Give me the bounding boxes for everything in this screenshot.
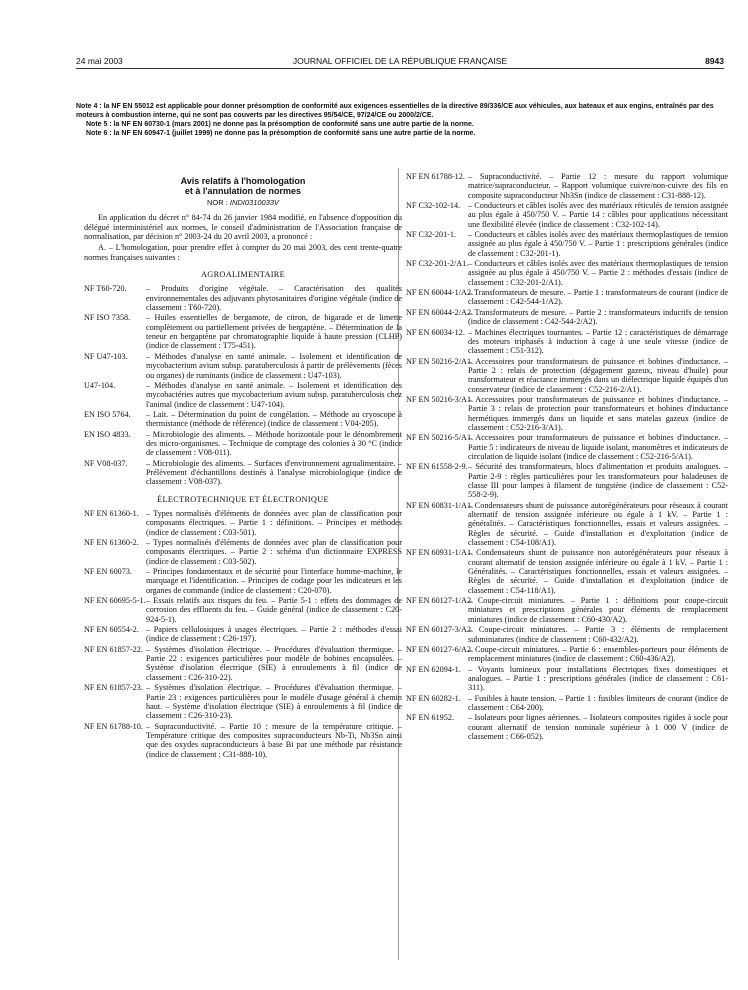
standard-description: – Transformateurs de mesure. – Partie 1 : transformateurs de courant (indice de classement : C42-544-1/A2). <box>468 288 728 307</box>
standard-entry <box>406 230 728 258</box>
standard-description: – Isolateurs pour lignes aériennes. – Isolateurs composites rigides à socle pour courant alternatif de tension nominale supérieur à 1 000 V (indice de classement : C66-052). <box>468 713 728 741</box>
standard-code: NF EN 60034-12. <box>406 327 465 337</box>
standard-entry <box>406 201 728 229</box>
standard-entry <box>406 288 728 307</box>
standard-entry <box>406 713 728 741</box>
nor-label: NOR : <box>206 198 230 207</box>
standard-entry <box>84 459 402 487</box>
standard-code: NF EN 62094-1. <box>406 664 461 674</box>
standard-entry <box>406 308 728 327</box>
standard-entry <box>406 462 728 499</box>
standard-entry <box>84 722 402 759</box>
standard-description: – Conducteurs et câbles isolés avec des matériaux thermoplastiques de tension assignée au plus égale à 450/750 V. – Partie 1 : prescriptions générales (indice de classement : C32-201-1). <box>468 230 728 258</box>
elec-entries-left <box>84 509 402 759</box>
standard-entry <box>84 352 402 380</box>
standard-code: EN ISO 4833. <box>84 429 131 439</box>
standard-entry <box>84 645 402 682</box>
note-6: Note 6 : la NF EN 60947-1 (juillet 1999) ne donne pas la présomption de conformité sans une autre partie de la norme. <box>86 130 476 137</box>
standard-description: – Microbiologie des aliments. – Surfaces d'environnement agroalimentaire. – Prélèvement d'échantillons destinés à l'analyse microbiologique (indice de classement : V08-037). <box>146 458 402 487</box>
standard-code: NF EN 61857-22. <box>84 644 143 654</box>
standard-description: – Méthodes d'analyse en santé animale. – Isolement et identification des mycobactéries autres que mycobacterium avium subsp. paratuberculosis chez l'animal (indice de classement : U47-104). <box>146 380 402 409</box>
standard-description: – Condensateurs shunt de puissance non autorégénérateurs pour réseaux à courant alternatif de tension assignée inférieure ou égale à 1 kV. – Partie 1 : Généralités. – Caractéristiques fonctionnelles, essais et valeurs assignées. – Règles de sécurité. – Guide d'installation et d'exploitation (indice de classement : C54-118/A1). <box>468 548 728 595</box>
standard-entry <box>406 645 728 664</box>
standard-description: – Types normalisés d'éléments de données avec plan de classification pour composants électriques. – Partie 1 : définitions. – Principes et méthodes (indice de classement : C03-501). <box>146 508 402 537</box>
page-number: 8943 <box>705 56 724 66</box>
standard-entry <box>84 509 402 537</box>
standard-code: NF EN 60073. <box>84 567 132 577</box>
standard-code: NF C32-102-14. <box>406 201 461 211</box>
standard-code: NF EN 61788-12. <box>406 172 465 181</box>
standard-description: – Machines électriques tournantes. – Partie 12 : caractéristiques de démarrage des moteurs triphasés à induction à cage à une seule vitesse (indice de classement : C51-312). <box>468 327 728 356</box>
standard-description: – Principes fondamentaux et de sécurité pour l'interface homme-machine, le marquage et l'identification. – Principes de codage pour les indicateurs et les organes de commande (indice de classement : C20-070). <box>146 567 402 595</box>
standard-description: – Coupe-circuit miniatures. – Partie 3 : éléments de remplacement subminiatures (indice de classement : C60-432/A2). <box>468 625 728 644</box>
avis-title-line1: Avis relatifs à l'homologation <box>180 176 306 186</box>
note-4: Note 4 : la NF EN 55012 est applicable pour donner présomption de conformité aux exigences essentielles de la directive 89/336/CE aux véhicules, aux bateaux et aux engins, entraînés par des moteurs à combustion interne, qui ne sont pas couverts par les directives 95/54/CE, 97/24/CE ou 2000/2/CE. <box>76 103 714 119</box>
standard-entry <box>84 596 402 624</box>
standard-code: NF C32-201-1. <box>406 230 457 240</box>
standard-entry <box>406 665 728 693</box>
standard-entry <box>406 172 728 200</box>
standard-code: NF EN 60554-2. <box>84 625 139 635</box>
standard-code: NF V08-037. <box>84 458 128 468</box>
standard-description: – Coupe-circuit miniatures. – Partie 6 : ensembles-porteurs pour éléments de remplacement miniatures (indice de classement : C60-436/A2). <box>468 644 728 664</box>
standard-code: NF EN 60044-1/A2. <box>406 288 474 298</box>
standard-entry <box>84 381 402 409</box>
standard-code: NF EN 61857-23. <box>84 683 143 693</box>
standard-code: NF EN 61360-1. <box>84 508 139 518</box>
standard-code: NF EN 60127-6/A2. <box>406 644 474 654</box>
journal-title: JOURNAL OFFICIEL DE LA RÉPUBLIQUE FRANÇAISE <box>292 56 508 66</box>
standard-code: NF EN 60931-1/A1. <box>406 548 474 558</box>
standard-code: NF EN 60044-2/A2. <box>406 307 474 317</box>
notes-block <box>76 102 724 138</box>
standard-description: – Produits d'origine végétale. – Caractérisation des qualités environnementales des adjuvants phytosanitaires d'origine végétale (indice de classement : T60-720). <box>146 284 402 313</box>
standard-description: – Supraconductivité. – Partie 10 : mesure de la température critique. – Température critique des composites supraconducteurs Nb-Ti, Nb3Sn ainsi que des oxydes supraconducteurs à base Bi par une méthode par résistance (indice de classement : C31-888-10). <box>146 721 402 759</box>
standard-entry <box>406 395 728 432</box>
right-column <box>406 172 728 742</box>
standard-description: – Essais relatifs aux risques du feu. – Partie 5-1 : effets des dommages de corrosion des effluents du feu. – Guide général (indice de classement : C20-924-5-1). <box>146 596 402 624</box>
standard-description: – Sécurité des transformateurs, blocs d'alimentation et produits analogues. – Partie 2-9 : règles particulières pour les transformateurs pour baladeuses de classe III pour lampes à filament de tungstène (indice de classement : C52-558-2-9). <box>468 462 728 500</box>
standard-description: – Systèmes d'isolation électrique. – Procédures d'évaluation thermique. – Partie 22 : exigences particulières pour modèle de bobines encapsulées. – Système d'isolation électrique (SIE) à enroulements à fil (indice de classement : C26-310-22). <box>146 644 402 682</box>
standard-entry <box>406 501 728 548</box>
homologation-paragraph: A. – L'homologation, pour prendre effet à compter du 20 mai 2003, des cent trente-quatre normes françaises suivantes : <box>84 243 402 262</box>
avis-title-line2: et à l'annulation de normes <box>184 186 302 196</box>
standard-code: NF C32-201-2/A1. <box>406 259 469 269</box>
standard-description: – Papiers cellulosiques à usages électriques. – Partie 2 : méthodes d'essai (indice de classement : C26-197). <box>146 625 402 644</box>
standard-code: NF EN 61788-10. <box>84 721 143 731</box>
nor-code: INDI0310033V <box>229 198 280 207</box>
standard-description: – Lait. – Détermination du point de congélation. – Méthode au cryoscope à thermistance (méthode de référence) (indice de classement : V04-205). <box>146 409 402 429</box>
standard-description: – Systèmes d'isolation électrique. – Procédures d'évaluation thermique. – Partie 23 : exigences particulières pour le modèle d'usage général à chemin haut. – Système d'isolation électrique (SIE) à enroulements à fil (indice de classement : C26-310-23). <box>146 683 402 721</box>
standard-entry <box>406 625 728 644</box>
standard-code: NF EN 60282-1. <box>406 693 461 703</box>
standard-entry <box>84 410 402 429</box>
standard-entry <box>406 357 728 394</box>
header-rule <box>76 68 724 69</box>
standard-entry <box>406 596 728 624</box>
standard-code: NF ISO 7358. <box>84 313 131 323</box>
standard-entry <box>84 625 402 644</box>
standard-entry <box>84 284 402 312</box>
standard-entry <box>84 538 402 566</box>
standard-code: NF EN 61558-2-9. <box>406 462 468 472</box>
standard-description: – Supraconductivité. – Partie 12 : mesure du rapport volumique matrice/supraconducteur. – Rapport volumique cuivre/non-cuivre des fils en composite supraconducteur Nb3Sn (indice de classement : C31-888-12). <box>468 172 728 200</box>
standard-entry <box>406 548 728 595</box>
standard-description: – Accessoires pour transformateurs de puissance et bobines d'inductance. – Partie 3 : relais de protection pour transformateurs et bobines d'inductance hermétiques immergés dans un liquide et sans matelas gazeux (indice de classement : C52-216-3/A1). <box>468 394 728 432</box>
standard-description: – Voyants lumineux pour installations électriques fixes domestiques et analogues. – Partie 1 : prescriptions générales (indice de classement : C61-311). <box>468 664 728 693</box>
standard-entry <box>406 694 728 713</box>
standard-code: NF EN 60127-3/A2. <box>406 625 474 635</box>
standard-code: NF EN 50216-2/A1. <box>406 356 474 366</box>
standard-description: – Condensateurs shunt de puissance autorégénérateurs pour réseaux à courant alternatif de tension assignée inférieure ou égale à 1 kV. – Partie 1 : généralités. – Caractéristiques fonctionnelles, essais et valeurs assignées. – Règles de sécurité. – Guide d'installation et d'exploitation (indice de classement : C54-108/A1). <box>468 500 728 548</box>
standard-description: – Accessoires pour transformateurs de puissance et bobines d'inductance. – Partie 2 : relais de protection (dégagement gazeux, niveau d'huile) pour transformateur et réactance immergés dans un diélectrique liquide équipés d'un conservateur (indice de classement : C52-216-2/A1). <box>468 356 728 394</box>
standard-code: NF EN 61952. <box>406 713 454 723</box>
standard-description: – Transformateurs de mesure. – Partie 2 : transformateurs inductifs de tension (indice de classement : C42-544-2/A2). <box>468 307 728 327</box>
section-title-agro: AGROALIMENTAIRE <box>200 270 286 280</box>
standard-code: NF EN 50216-3/A1. <box>406 394 474 404</box>
standard-description: – Types normalisés d'éléments de données avec plan de classification pour composants électriques. – Partie 2 : schéma d'un dictionnaire EXPRESS (indice de classement : C03-502). <box>146 538 402 566</box>
standard-code: NF U47-103. <box>84 351 128 361</box>
standard-entry <box>406 328 728 356</box>
standard-entry <box>84 313 402 350</box>
standard-entry <box>84 567 402 595</box>
standard-description: – Conducteurs et câbles isolés avec des matériaux réticulés de tension assignée au plus égale à 450/750 V. – Partie 14 : câbles pour applications nécessitant une flexibilité élevée (indice de classement : C32-102-14). <box>468 201 728 229</box>
standard-entry <box>406 433 728 461</box>
standard-entry <box>84 430 402 458</box>
standard-description: – Fusibles à haute tension. – Partie 1 : fusibles limiteurs de courant (indice de classement : C64-200). <box>468 693 728 712</box>
note-5: Note 5 : la NF EN 60730-1 (mars 2001) ne donne pas la présomption de conformité sans une autre partie de la norme. <box>86 121 474 128</box>
standard-description: – Huiles essentielles de bergamote, de citron, de bigarade et de limette complètement ou partiellement privées de bergaptène. – Détermination de la teneur en bergaptène par chromatographie liquide à haute pression (CLHP) (indice de classement : T75-451). <box>146 313 402 351</box>
intro-paragraph: En application du décret n° 84-74 du 26 janvier 1984 modifié, en l'absence d'opposition du délégué interministériel aux normes, le conseil d'administration de l'Association française de normalisation, par décision n° 2003-24 du 20 avril 2003, a prononcé : <box>84 213 402 242</box>
section-title-elec: ÉLECTROTECHNIQUE ET ÉLECTRONIQUE <box>157 494 329 504</box>
left-column <box>84 176 402 760</box>
standard-entry <box>84 683 402 720</box>
elec-entries-right <box>406 172 728 741</box>
header-date: 24 mai 2003 <box>76 56 123 66</box>
standard-description: – Accessoires pour transformateurs de puissance et bobines d'inductance. – Partie 5 : indicateurs de niveau de liquide isolant, manomètres et indicateurs de circulation de liquide isolant (indice de classement : C52-216-5/A1). <box>468 433 728 461</box>
standard-code: EN ISO 5764. <box>84 409 131 419</box>
standard-code: NF EN 61360-2. <box>84 538 139 547</box>
standard-code: NF EN 60127-1/A2. <box>406 596 474 606</box>
standard-description: – Conducteurs et câbles isolés avec des matériaux thermoplastiques de tension assignée au plus égale à 450/750 V. – Partie 2 : méthodes d'essais (indice de classement : C32-201-2/A1). <box>468 259 728 287</box>
standard-description: – Coupe-circuit miniatures. – Partie 1 : définitions pour coupe-circuit miniatures et prescriptions générales pour éléments de remplacement miniatures (indice de classement : C60-430/A2). <box>468 596 728 624</box>
standard-code: NF EN 50216-5/A1. <box>406 433 474 443</box>
standard-description: – Méthodes d'analyse en santé animale. – Isolement et identification de mycobacterium avium subsp. paratuberculosis à partir de prélèvements (fèces ou organes) de ruminants (indice de classement : U47-103). <box>146 351 402 380</box>
standard-entry <box>406 259 728 287</box>
standard-code: U47-104. <box>84 380 116 390</box>
nor-reference <box>84 198 402 207</box>
standard-code: NF EN 60695-5-1. <box>84 596 146 606</box>
agro-entries <box>84 284 402 486</box>
standard-description: – Microbiologie des aliments. – Méthode horizontale pour le dénombrement des micro-organismes. – Technique de comptage des colonies à 30 °C (indice de classement : V08-011). <box>146 429 402 458</box>
standard-code: NF EN 60831-1/A1. <box>406 500 474 510</box>
standard-code: NF T60-720. <box>84 284 127 294</box>
